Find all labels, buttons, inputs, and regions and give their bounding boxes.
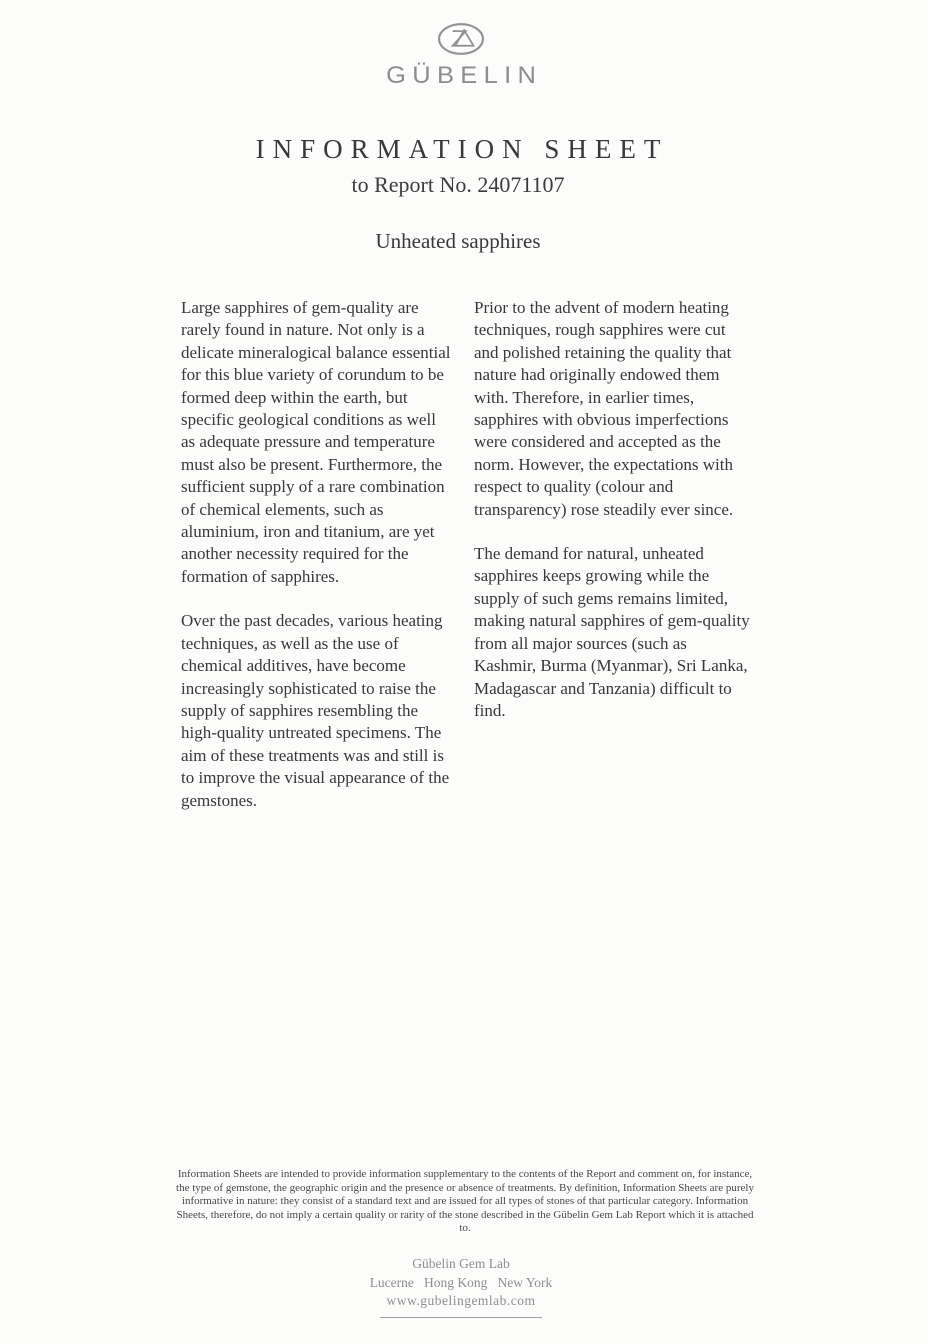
right-column xyxy=(474,297,753,834)
gubelin-emblem-icon xyxy=(437,22,485,56)
left-column-paragraph-1: Large sapphires of gem-quality are rarely found in nature. Not only is a delicate mineralogical balance essential for this blue variety of corundum to be formed deep within the earth, but specific geological conditions as well as adequate pressure and temperature must also be present. Furthermore, the sufficient supply of a rare combination of chemical elements, such as aluminium, iron and titanium, are yet another necessity required for the formation of sapphires. xyxy=(181,298,451,586)
lab-website: www.gubelingemlab.com xyxy=(386,1293,536,1308)
lab-name: Gübelin Gem Lab xyxy=(412,1256,510,1271)
brand-wordmark: GÜBELIN xyxy=(386,62,543,89)
right-column-paragraph-2: The demand for natural, unheated sapphires keeps growing while the supply of such gems remains limited, making natural sapphires of gem-quality from all major sources (such as Kashmir, Burma (Myanmar), Sri Lanka, Madagascar and Tanzania) difficult to find. xyxy=(474,544,750,720)
lab-footer xyxy=(0,1255,922,1318)
article-columns xyxy=(181,297,753,834)
left-column xyxy=(181,297,453,834)
left-column-paragraph-2: Over the past decades, various heating techniques, as well as the use of chemical additives, have become increasingly sophisticated to raise the supply of sapphires resembling the high-quality untreated specimens. The aim of these treatments was and still is to improve the visual appearance of the gemstones. xyxy=(181,611,450,810)
subject-heading: Unheated sapphires xyxy=(375,229,541,253)
document-title: INFORMATION SHEET xyxy=(255,134,669,164)
brand-header xyxy=(0,22,922,90)
title-block xyxy=(0,134,916,254)
right-column-paragraph-1: Prior to the advent of modern heating techniques, rough sapphires were cut and polished retaining the quality that nature had originally endowed them with. Therefore, in earlier times, sapphires with obvious imperfections were considered and accepted as the norm. However, the expectations with respect to quality (colour and transparency) rose steadily ever since. xyxy=(474,298,734,519)
footer-rule xyxy=(380,1317,542,1318)
report-number-line: to Report No. 24071107 xyxy=(351,172,565,197)
disclaimer-text: Information Sheets are intended to provide information supplementary to the contents of the Report and comment on, for instance, the type of gemstone, the geographic origin and the presence or absence of treatments. By definition, Information Sheets are purely informative in nature: they consist of a standard text and are issued for all types of stones of that particular category. Information Sheets, therefore, do not imply a certain quality or rarity of the stone described in the Gübelin Gem Lab Report which it is attached to. xyxy=(176,1168,754,1235)
lab-locations: Lucerne Hong Kong New York xyxy=(369,1274,553,1290)
